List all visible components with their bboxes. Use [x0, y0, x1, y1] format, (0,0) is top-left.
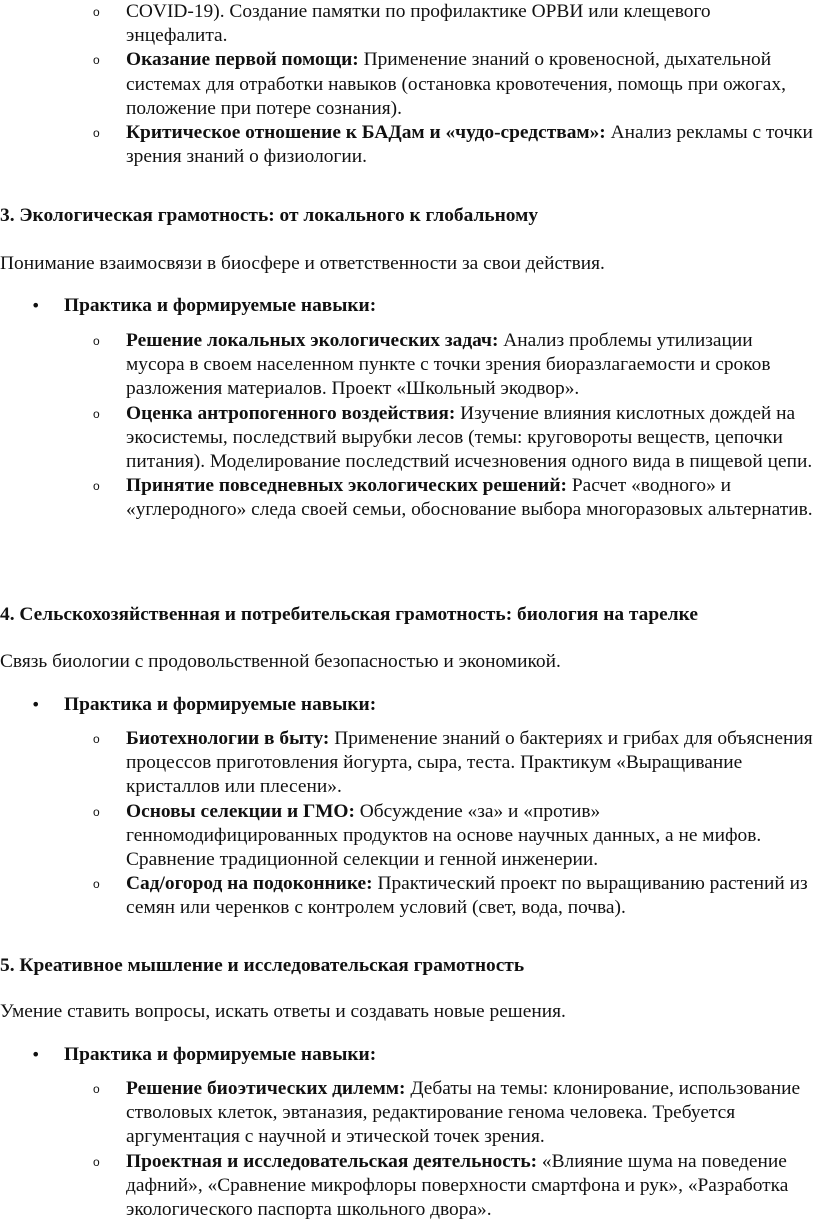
list-item: o Принятие повседневных экологических решений: Расчет «водного» и «углеродного» следа своей семьи, обоснование выбора многоразовых альтернатив. [93, 475, 813, 521]
circle-bullet-icon: o [93, 804, 100, 819]
circle-bullet-icon: o [93, 479, 100, 494]
list-item: o Основы селекции и ГМО: Обсуждение «за» и «против» генномодифицированных продуктов на основе научных данных, а не мифов. Сравнение традиционной селекции и генной инженерии. [93, 800, 762, 871]
section-intro: Связь биологии с продовольственной безопасностью и экономикой. [0, 651, 561, 672]
section-intro: Умение ставить вопросы, искать ответы и создавать новые решения. [0, 1001, 566, 1022]
section-intro: Понимание взаимосвязи в биосфере и ответственности за свои действия. [0, 253, 605, 274]
circle-bullet-icon: o [93, 5, 100, 19]
section-heading: 3. Экологическая грамотность: от локального к глобальному [0, 205, 539, 226]
section-heading: 4. Сельскохозяйственная и потребительская грамотность: биология на тарелке [0, 604, 698, 625]
list-item: o Решение биоэтических дилемм: Дебаты на темы: клонирование, использование стволовых клеток, эвтаназия, редактирование генома человека. Требуется аргументация с научной и этической точек зрения. [93, 1078, 801, 1148]
circle-bullet-icon: o [93, 877, 100, 892]
list-item: o COVID-19). Создание памятки по профилактике ОРВИ или клещевого энцефалита. [93, 1, 711, 47]
list-item: o Решение локальных экологических задач: Анализ проблемы утилизации мусора в своем населенном пункте с точки зрения биоразлагаемости и сроков разложения материалов. Проект «Школьный экодвор». [93, 330, 771, 400]
section-list [0, 727, 816, 921]
bullet-icon: • [31, 296, 41, 315]
circle-bullet-icon: o [93, 53, 100, 68]
section-list [0, 1077, 816, 1222]
section-heading: 5. Креативное мышление и исследовательская грамотность [0, 955, 525, 976]
bullet-icon: • [31, 695, 41, 714]
circle-bullet-icon: o [93, 406, 100, 421]
top-list [0, 0, 816, 169]
list-item: o Биотехнологии в быту: Применение знаний о бактериях и грибах для объяснения процессов приготовления йогурта, сыра, теста. Практикум «Выращивание кристаллов или плесени». [93, 728, 813, 798]
list-item: o Оказание первой помощи: Применение знаний о кровеносной, дыхательной системах для отработки навыков (остановка кровотечения, помощь при ожогах, положение при потере сознания). [93, 49, 786, 119]
circle-bullet-icon: o [93, 1154, 100, 1169]
circle-bullet-icon: o [93, 334, 100, 348]
circle-bullet-icon: o [93, 126, 100, 141]
list-item: o Оценка антропогенного воздействия: Изучение влияния кислотных дождей на экосистемы, последствий вырубки лесов (темы: круговороты веществ, цепочки питания). Моделирование последствий исчезновения одного вида в пищевой цепи. [93, 402, 813, 473]
bullet-item: • Практика и формируемые навыки: [64, 294, 376, 318]
circle-bullet-icon: o [93, 1082, 100, 1096]
bullet-item: • Практика и формируемые навыки: [64, 693, 376, 717]
list-item: o Проектная и исследовательская деятельность: «Влияние шума на поведение дафний», «Сравнение микрофлоры поверхности смартфона и рук», «Разработка экологического паспорта школьного двора». [93, 1150, 789, 1221]
section-list [0, 329, 816, 523]
list-item: o Сад/огород на подоконнике: Практический проект по выращиванию растений из семян или черенков с контролем условий (свет, вода, почва). [93, 873, 808, 919]
bullet-item: • Практика и формируемые навыки: [64, 1043, 376, 1067]
list-item: o Критическое отношение к БАДам и «чудо-средствам»: Анализ рекламы с точки зрения знаний о физиологии. [93, 122, 813, 168]
circle-bullet-icon: o [93, 732, 100, 746]
bullet-icon: • [31, 1045, 41, 1064]
